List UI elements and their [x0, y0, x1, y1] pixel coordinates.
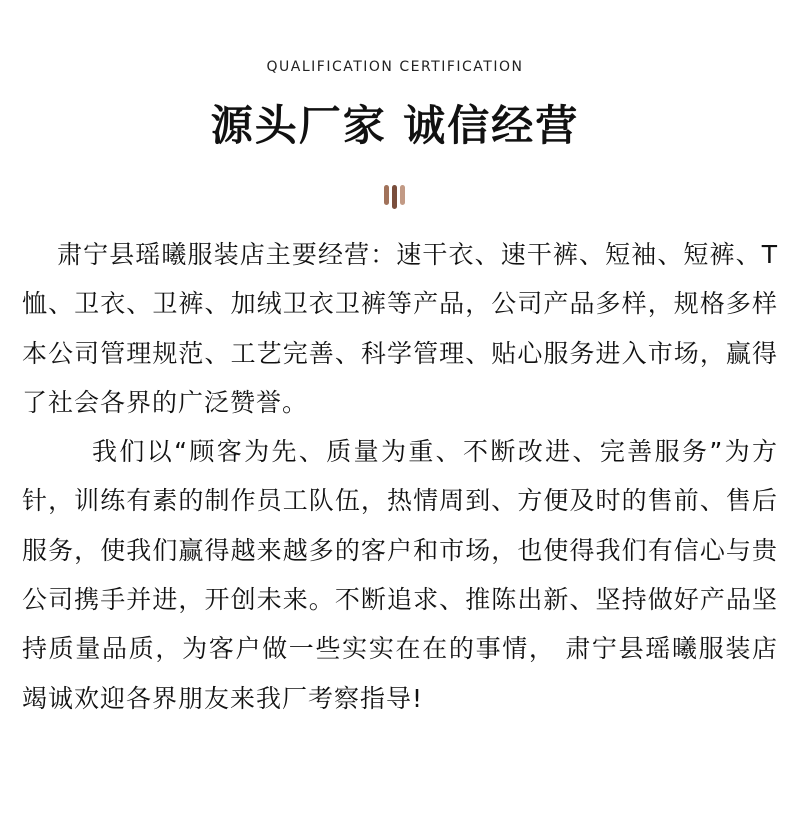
section-title: 源头厂家 诚信经营 [210, 101, 580, 150]
divider-bar [400, 185, 405, 205]
section-eyebrow: QUALIFICATION CERTIFICATION [266, 59, 524, 75]
divider-bar [392, 185, 397, 209]
intro-paragraph: 肃宁县瑶曦服装店主要经营：速干衣、速干裤、短袖、短裤、T恤、卫衣、卫裤、加绒卫衣卫裤等产品，公司产品多样，规格多样本公司管理规范、工艺完善、科学管理、贴心服务进入市场，赢得了社会各界的广泛赞誉。 [22, 240, 778, 417]
company-description [22, 230, 778, 723]
divider-bar [384, 185, 389, 205]
divider-bars-icon [382, 185, 408, 209]
policy-paragraph: 我们以“顾客为先、质量为重、不断改进、完善服务”为方针，训练有素的制作员工队伍，热情周到、方便及时的售前、售后服务，使我们赢得越来越多的客户和市场，也使得我们有信心与贵公司携手并进，开创未来。不断追求、推陈出新、坚持做好产品坚持质量品质，为客户做一些实实在在的事情， 肃宁县瑶曦服装店竭诚欢迎各界朋友来我厂考察指导! [22, 437, 778, 713]
